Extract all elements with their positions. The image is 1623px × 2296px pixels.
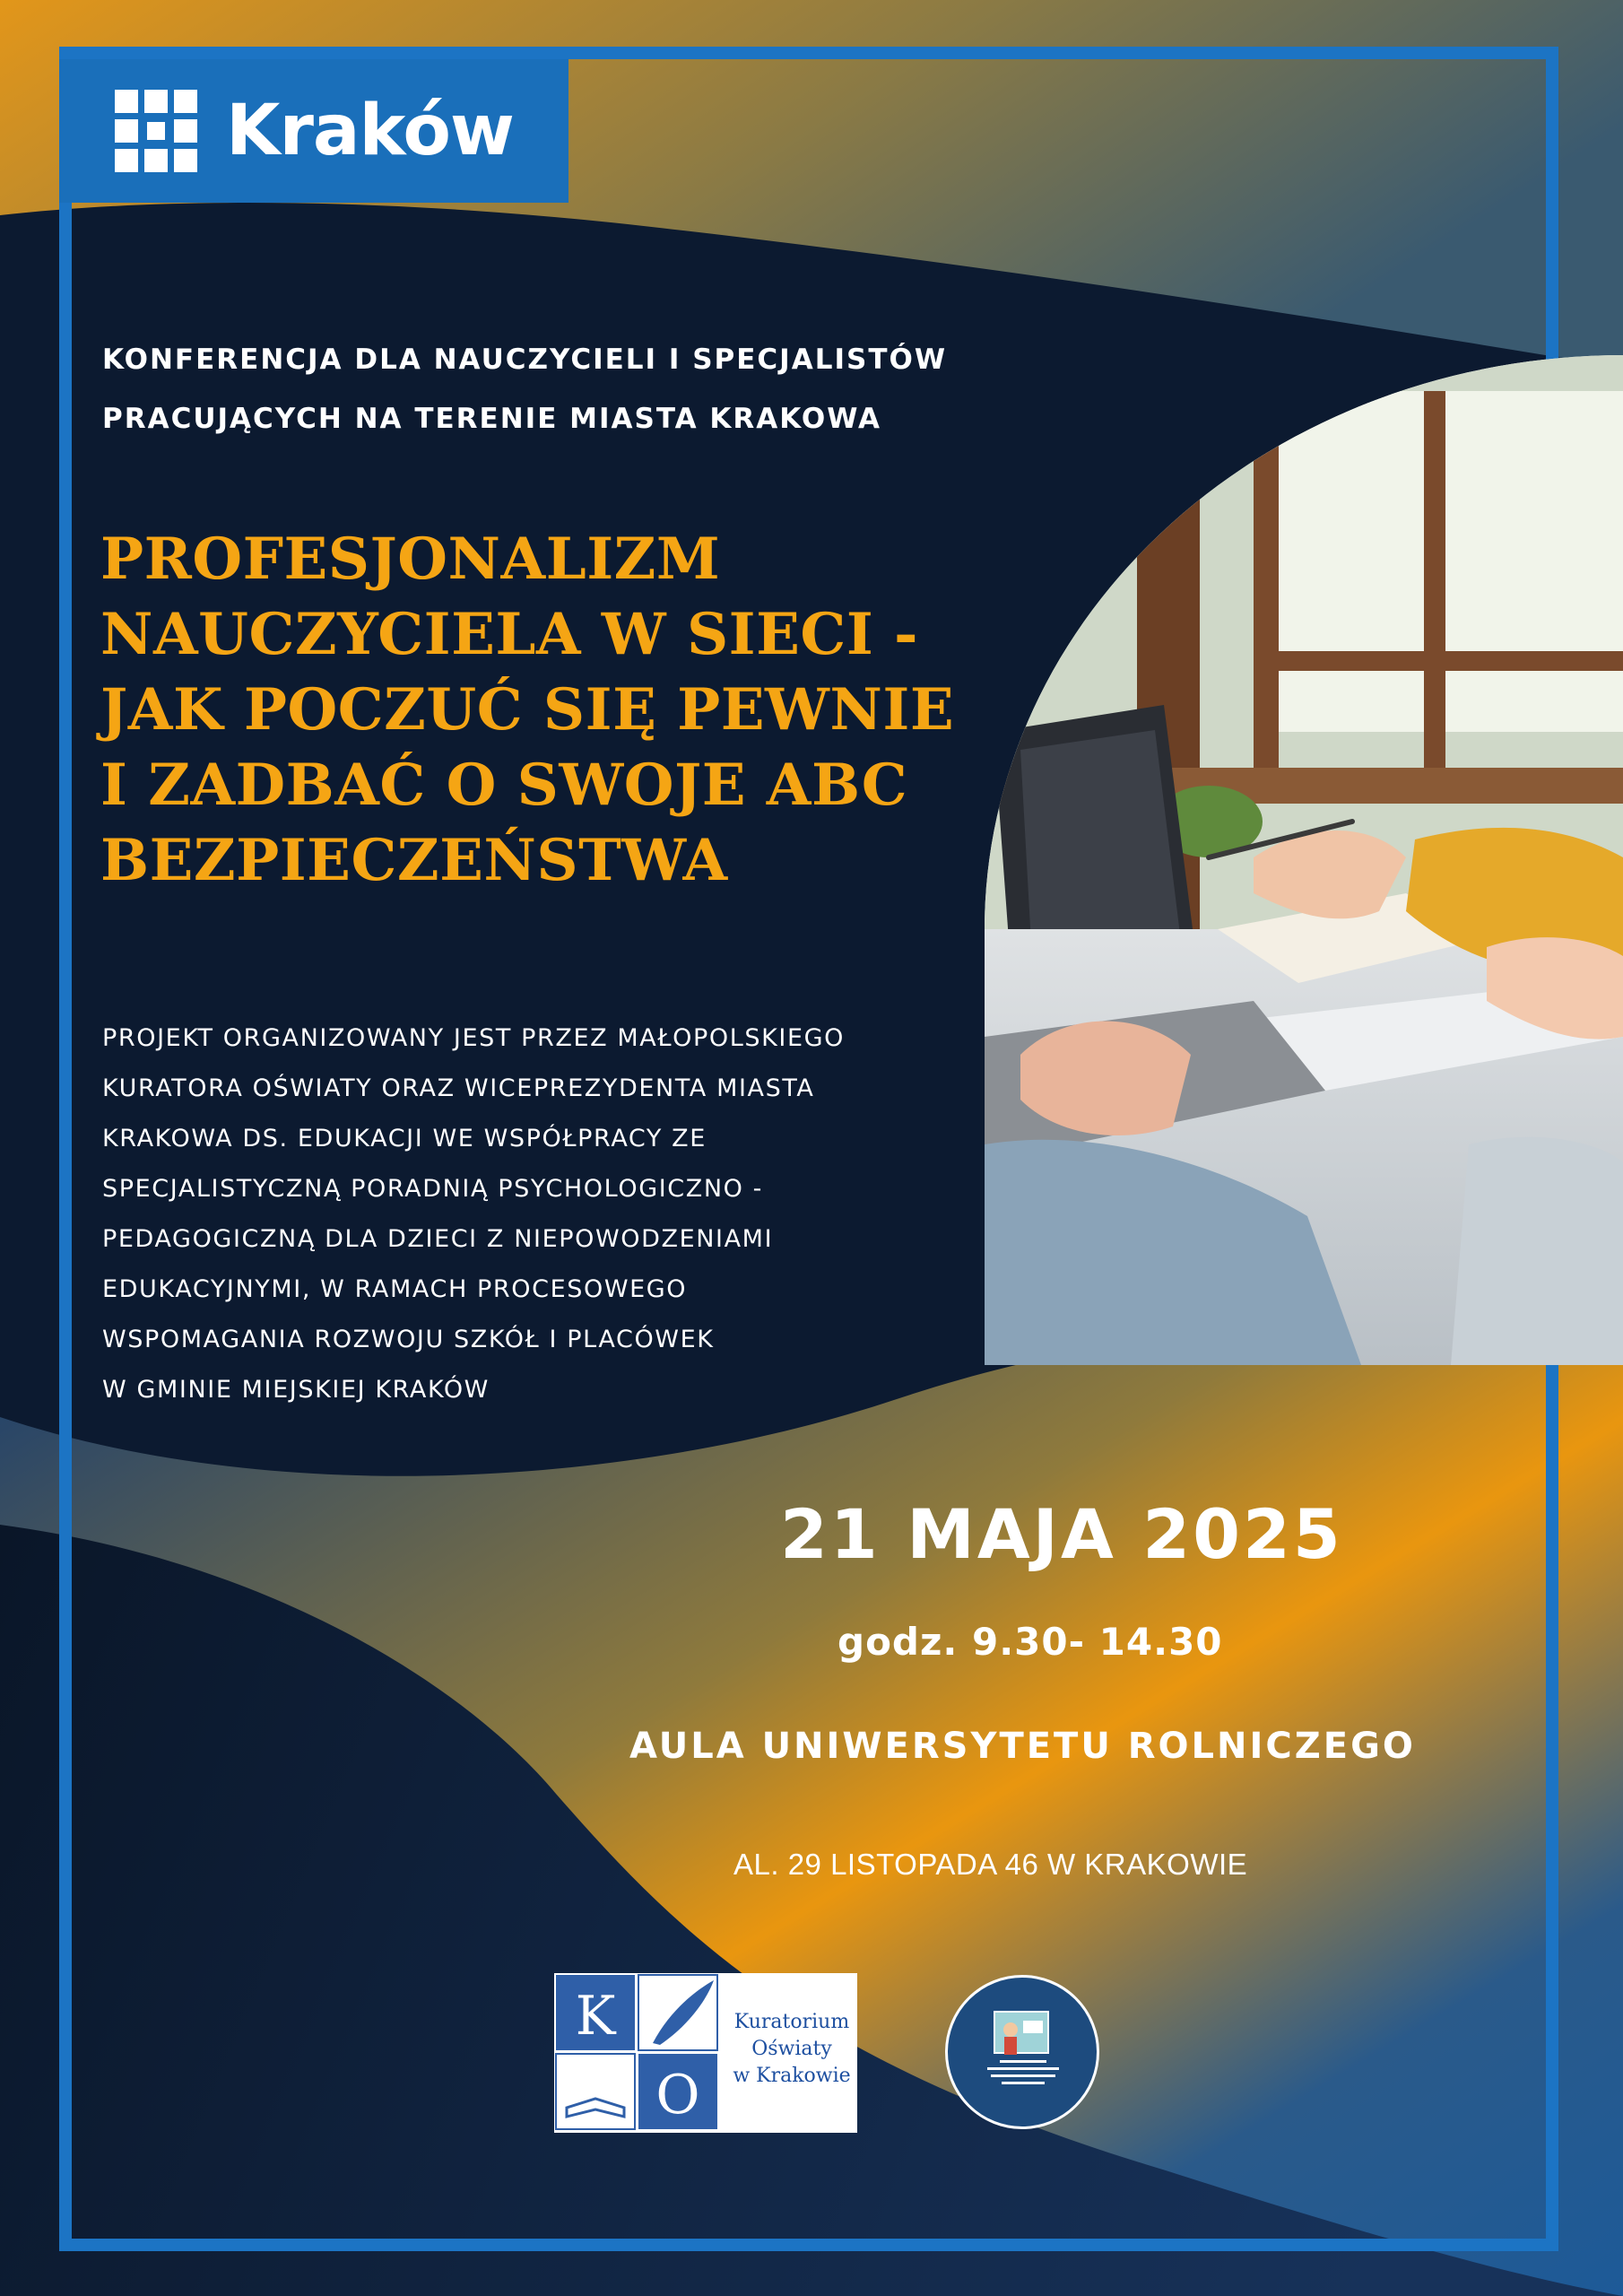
description-line: PROJEKT ORGANIZOWANY JEST PRZEZ MAŁOPOLSKIEGO bbox=[102, 1024, 845, 1052]
event-hours: godz. 9.30- 14.30 bbox=[838, 1620, 1223, 1664]
krakow-brand-bar bbox=[59, 59, 568, 203]
krakow-logo-mark-icon bbox=[113, 88, 199, 174]
poradnia-seal-mark bbox=[948, 1978, 1097, 2126]
ko-letter-o: O bbox=[655, 2064, 700, 2126]
event-date: 21 MAJA 2025 bbox=[780, 1494, 1343, 1574]
poradnia-seal-logo bbox=[945, 1975, 1099, 2129]
title-line: JAK POCZUĆ SIĘ PEWNIE bbox=[100, 676, 955, 744]
title-line: PROFESJONALIZM bbox=[100, 526, 721, 593]
kuratorium-oswiaty-logo bbox=[554, 1973, 857, 2133]
title-line: NAUCZYCIELA W SIECI - bbox=[100, 601, 919, 668]
krakow-brand-name: Kraków bbox=[226, 91, 514, 171]
conference-audience bbox=[102, 330, 999, 448]
title-line: I ZADBAĆ O SWOJE ABC bbox=[100, 752, 908, 819]
kicker-line: PRACUJĄCYCH NA TERENIE MIASTA KRAKOWA bbox=[102, 403, 882, 435]
event-address: AL. 29 LISTOPADA 46 W KRAKOWIE bbox=[733, 1848, 1248, 1881]
title-line: BEZPIECZEŃSTWA bbox=[100, 827, 728, 894]
description-line: WSPOMAGANIA ROZWOJU SZKÓŁ I PLACÓWEK bbox=[102, 1326, 715, 1353]
project-description bbox=[102, 1013, 845, 1415]
kuratorium-name-line: w Krakowie bbox=[733, 2065, 851, 2087]
event-venue: AULA UNIWERSYTETU ROLNICZEGO bbox=[629, 1726, 1416, 1767]
description-line: PEDAGOGICZNĄ DLA DZIECI Z NIEPOWODZENIAMI bbox=[102, 1225, 774, 1253]
description-line: KURATORA OŚWIATY ORAZ WICEPREZYDENTA MIASTA bbox=[102, 1074, 815, 1102]
description-line: W GMINIE MIEJSKIEJ KRAKÓW bbox=[102, 1376, 490, 1404]
kuratorium-name-line: Kuratorium bbox=[733, 2011, 850, 2033]
description-line: SPECJALISTYCZNĄ PORADNIĄ PSYCHOLOGICZNO - bbox=[102, 1175, 764, 1203]
ko-logo-mark bbox=[554, 1973, 725, 2133]
kuratorium-name-line: Oświaty bbox=[751, 2038, 832, 2060]
ko-letter-k: K bbox=[575, 1985, 616, 2048]
description-line: KRAKOWA DS. EDUKACJI WE WSPÓŁPRACY ZE bbox=[102, 1125, 707, 1152]
description-line: EDUKACYJNYMI, W RAMACH PROCESOWEGO bbox=[102, 1275, 688, 1303]
conference-title bbox=[100, 522, 954, 899]
kuratorium-name bbox=[725, 2009, 859, 2090]
kicker-line: KONFERENCJA DLA NAUCZYCIELI I SPECJALISTÓW bbox=[102, 344, 948, 376]
